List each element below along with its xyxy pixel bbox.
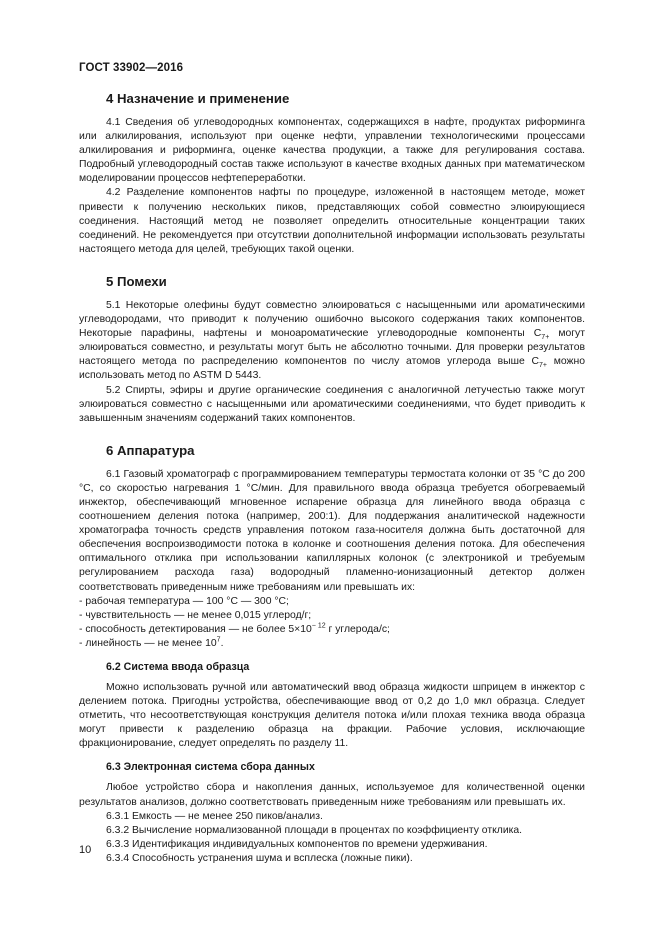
paragraph-6-3: Любое устройство сбора и накопления данных, используемое для количественной оценки результатов анализов, должно соответствовать приведенным ниже требованиям или превышать их. xyxy=(79,782,585,808)
subsection-6-3-title: 6.3 Электронная система сбора данных xyxy=(106,761,315,774)
subsection-6-3 xyxy=(79,760,585,866)
paragraph-5-1 xyxy=(79,299,585,384)
page-number: 10 xyxy=(79,844,92,856)
section-6-title: 6 Аппаратура xyxy=(106,442,195,458)
section-6 xyxy=(79,442,585,866)
section-4 xyxy=(79,90,585,257)
list-item: 6.3.4 Способность устранения шума и всплеска (ложные пики). xyxy=(106,852,413,864)
superscript-exponent: − 12 xyxy=(311,622,326,630)
paragraph-6-2: Можно использовать ручной или автоматический ввод образца жидкости шприцем в инжектор с делением потока. Пригодны устройства, обеспечивающие ввод от 0,2 до 1,0 мкл образца. Следует отметить, что несоответствующая конструкция делителя потока и/или плохая техника ввода образца могут привести к разделению образца на фракции. Рабочие условия, исключающие фракционирование, следует определять по разделу 11. xyxy=(79,682,585,750)
list-item: 6.3.3 Идентификация индивидуальных компонентов по времени удерживания. xyxy=(106,838,488,850)
section-4-title: 4 Назначение и применение xyxy=(106,91,290,106)
paragraph-4-1: 4.1 Сведения об углеводородных компонентах, содержащихся в нафте, продуктах риформинга или алкилирования, используют при оценке нефти, управлении технологическими процессами алкилирования и риформинга, оценке качества продукции, а также для регулирования состава. Подробный углеводородный состав также используют в качестве входных данных при математическом моделировании процессов нефтепереработки. xyxy=(79,117,585,185)
list-item xyxy=(79,623,585,637)
paragraph-5-1-part-c: можно использовать метод по ASTM D 5443. xyxy=(79,356,585,382)
subsection-6-2-title: 6.2 Система ввода образца xyxy=(106,661,250,673)
subscript-c7: 7+ xyxy=(541,334,550,342)
list-item-text: - линейность — не менее 10 xyxy=(79,637,217,649)
standard-header: ГОСТ 33902—2016 xyxy=(79,62,184,74)
list-item-text: г углерода/с; xyxy=(325,623,390,635)
list-item-text: - способность детектирования — не более 5×10 xyxy=(79,623,312,635)
list-item: - рабочая температура — 100 °С — 300 °С; xyxy=(79,595,289,607)
paragraph-5-1-part-b: могут элюироваться совместно, и результаты могут быть не абсолютно точными. Для проверки результатов настоящего метода по распределению компонентов по числу атомов углерода выше C xyxy=(79,328,586,368)
list-item-text: . xyxy=(220,637,224,649)
list-item: - чувствительность — не менее 0,015 углерод/г; xyxy=(79,609,312,621)
list-item: 6.3.1 Емкость — не менее 250 пиков/анализ. xyxy=(106,810,323,822)
paragraph-4-2: 4.2 Разделение компонентов нафты по процедуре, изложенной в настоящем методе, может привести к получению нескольких пиков, представляющих собой совместно элюирующиеся соединения. Настоящий метод не позволяет определить относительные концентрации таких соединений. Не рекомендуется при отсутствии дополнительной информации использовать результаты настоящего метода для целей, требующих такой оценки. xyxy=(79,187,585,255)
paragraph-5-1-part-a: 5.1 Некоторые олефины будут совместно элюироваться с насыщенными или ароматическими углеводородами, что приводит к получению ошибочно высокого содержания таких компонентов. Некоторые парафины, нафтены и моноароматические углеводородные компоненты C xyxy=(79,299,585,340)
section-5 xyxy=(79,273,585,426)
paragraph-5-2: 5.2 Спирты, эфиры и другие органические соединения с аналогичной летучестью также могут элюироваться совместно с насыщенными или ароматическими соединениями, что будет приводить к завышенным значениям содержаний таких компонентов. xyxy=(79,384,585,424)
superscript-exponent: 7 xyxy=(216,636,221,644)
list-item xyxy=(79,637,585,651)
page-content xyxy=(79,90,585,882)
list-item: 6.3.2 Вычисление нормализованной площади в процентах по коэффициенту отклика. xyxy=(106,824,523,836)
subscript-c7: 7+ xyxy=(539,362,547,370)
paragraph-6-1: 6.1 Газовый хроматограф с программированием температуры термостата колонки от 35 °С до 200 °С, со скоростью нагревания 1 °С/мин. Для правильного ввода образца требуется обогреваемый инжектор, обеспечивающий мгновенное испарение образца для линейного ввода образца с соотношением деления потока (например, 200:1). Для поддержания аналитической надежности хроматографа точность средств управления потоком газа-носителя должна быть достаточной для обеспечения воспроизводимости потока в колонке и соотношения деления потока. Для обеспечения оптимального отклика при использовании капиллярных колонок (с электроникой и требуемым регулированием расхода газа) водородный пламенно-ионизационный детектор должен соответствовать приведенным ниже требованиям или превышать их: xyxy=(79,468,585,593)
section-5-title: 5 Помехи xyxy=(106,273,167,289)
subsection-6-2 xyxy=(79,660,585,751)
